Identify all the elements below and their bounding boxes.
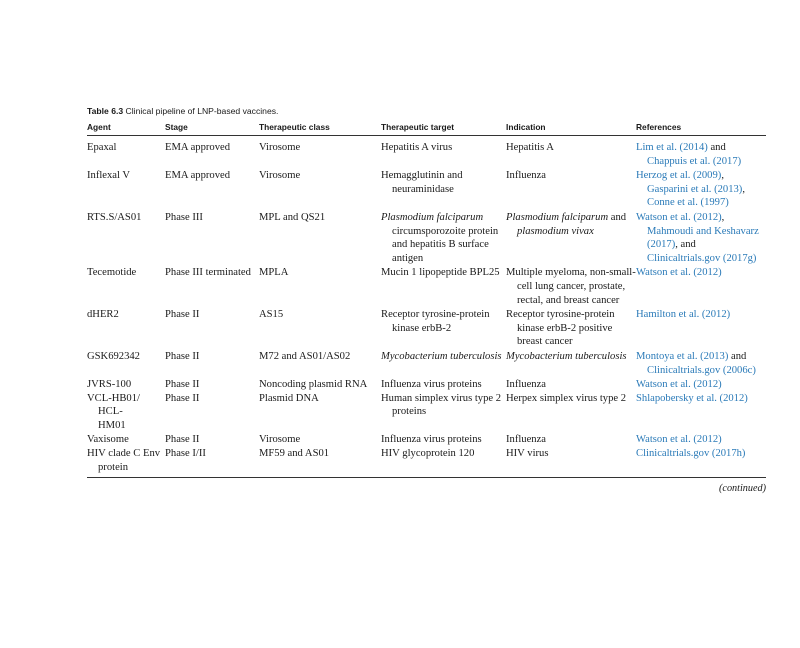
cell-class: M72 and AS01/AS02: [259, 350, 351, 362]
cell-references: Lim et al. (2014) and Chappuis et al. (2017): [636, 142, 742, 167]
cell-target: Influenza virus proteins: [381, 379, 482, 391]
cell-agent: GSK692342: [87, 350, 140, 362]
cell-target: Mucin 1 lipopeptide BPL25: [381, 267, 500, 279]
cell-references: Watson et al. (2012), Mahmoudi and Keshavarz (2017), and Clinicaltrials.gov (2017g): [636, 211, 759, 264]
table-row: [87, 210, 766, 265]
cell-target: Mycobacterium tuberculosis: [381, 350, 502, 362]
cell-target: Hepatitis A virus: [381, 142, 453, 153]
cell-agent: RTS.S/AS01: [87, 211, 142, 223]
cell-stage: Phase II: [165, 309, 200, 321]
table-row: [87, 349, 766, 377]
cell-agent: Epaxal: [87, 142, 117, 153]
cell-agent: Inflexal V: [87, 170, 131, 182]
cell-agent: Vaxisome: [87, 434, 129, 446]
reference-link[interactable]: Herzog et al. (2009): [636, 170, 722, 182]
cell-references: [636, 447, 766, 474]
cell-agent: Tecemotide: [87, 267, 137, 279]
cell-class: AS15: [259, 309, 284, 321]
reference-link[interactable]: Watson et al. (2012): [636, 211, 722, 223]
cell-stage: Phase II: [165, 350, 200, 362]
continued-note: (continued): [719, 483, 766, 495]
cell-target: Plasmodium falciparum circumsporozoite protein and hepatitis B surface antigen: [381, 211, 499, 264]
reference-link[interactable]: Watson et al. (2012): [636, 267, 722, 279]
cell-references: Herzog et al. (2009), Gasparini et al. (2013), Conne et al. (1997): [636, 170, 745, 209]
cell-class: Virosome: [259, 142, 301, 153]
reference-link[interactable]: Montoya et al. (2013): [636, 350, 729, 362]
table-row: [87, 168, 766, 210]
cell-target: Hemagglutinin and neuraminidase: [381, 170, 463, 195]
cell-indication: Plasmodium falciparum and plasmodium vivax: [506, 211, 627, 237]
cell-class: MPLA: [259, 267, 289, 279]
cell-indication: Influenza: [506, 170, 546, 182]
col-header-agent: Agent: [87, 117, 165, 136]
cell-target: HIV glycoprotein 120: [381, 448, 475, 460]
cell-agent: JVRS-100: [87, 379, 132, 391]
reference-link[interactable]: Clinicaltrials.gov (2006c): [647, 364, 756, 376]
table-row: [87, 377, 766, 392]
reference-link[interactable]: Shlapobersky et al. (2012): [636, 392, 748, 404]
cell-references: [636, 377, 766, 392]
cell-target: Receptor tyrosine-protein kinase erbB-2: [381, 309, 490, 334]
table-caption: [87, 106, 766, 117]
cell-references: [636, 307, 766, 349]
caption-label: Table 6.3: [87, 106, 124, 116]
cell-target: Human simplex virus type 2 proteins: [381, 392, 502, 418]
cell-indication: Hepatitis A: [506, 142, 554, 153]
reference-link[interactable]: Lim et al. (2014): [636, 142, 708, 153]
table-row: [87, 447, 766, 474]
reference-link[interactable]: Clinicaltrials.gov (2017g): [647, 252, 757, 264]
reference-link[interactable]: Conne et al. (1997): [647, 197, 729, 209]
cell-class: Virosome: [259, 434, 301, 446]
table-row: [87, 136, 766, 169]
cell-target: Influenza virus proteins: [381, 434, 482, 446]
cell-references: [636, 265, 766, 307]
cell-agent: VCL-HB01/ HCL-HM01: [87, 392, 140, 431]
table-row: [87, 307, 766, 349]
table-row: [87, 432, 766, 447]
table-row: [87, 392, 766, 433]
caption-text: Clinical pipeline of LNP-based vaccines.: [125, 106, 279, 116]
cell-class: MF59 and AS01: [259, 448, 330, 460]
reference-link[interactable]: Hamilton et al. (2012): [636, 309, 731, 321]
reference-link[interactable]: Watson et al. (2012): [636, 434, 722, 446]
cell-agent: HIV clade C Env protein: [87, 448, 161, 473]
cell-stage: Phase II: [165, 392, 200, 404]
cell-stage: Phase I/II: [165, 448, 206, 460]
cell-class: Plasmid DNA: [259, 392, 319, 404]
col-header-stage: Stage: [165, 117, 259, 136]
col-header-class: Therapeutic class: [259, 117, 381, 136]
cell-references: Montoya et al. (2013) and Clinicaltrials.gov (2006c): [636, 350, 756, 376]
table-row: [87, 265, 766, 307]
cell-stage: EMA approved: [165, 170, 231, 182]
table-page: [87, 106, 766, 495]
col-header-target: Therapeutic target: [381, 117, 506, 136]
cell-indication: Influenza: [506, 379, 546, 391]
reference-link[interactable]: Chappuis et al. (2017): [647, 155, 742, 167]
cell-stage: Phase III: [165, 211, 203, 223]
table-bottom-rule: [87, 477, 766, 478]
cell-stage: Phase II: [165, 434, 200, 446]
cell-indication: Multiple myeloma, non-small-cell lung cancer, prostate, rectal, and breast cancer: [506, 267, 636, 306]
cell-class: MPL and QS21: [259, 211, 326, 223]
cell-class: Virosome: [259, 170, 301, 182]
cell-class: Noncoding plasmid RNA: [259, 379, 368, 391]
header-row: [87, 117, 766, 136]
reference-link[interactable]: Clinicaltrials.gov (2017h): [636, 448, 746, 460]
cell-indication: Mycobacterium tuberculosis: [506, 350, 627, 362]
cell-agent: dHER2: [87, 309, 119, 321]
reference-link[interactable]: Watson et al. (2012): [636, 379, 722, 391]
reference-link[interactable]: Mahmoudi and Keshavarz (2017): [647, 225, 759, 251]
cell-indication: Receptor tyrosine-protein kinase erbB-2 positive breast cancer: [506, 309, 615, 348]
cell-stage: Phase III terminated: [165, 267, 251, 279]
cell-references: [636, 392, 766, 433]
cell-indication: Influenza: [506, 434, 546, 446]
cell-stage: Phase II: [165, 379, 200, 391]
col-header-indication: Indication: [506, 117, 636, 136]
vaccine-pipeline-table: [87, 117, 766, 474]
cell-indication: Herpex simplex virus type 2: [506, 392, 627, 404]
cell-indication: HIV virus: [506, 448, 549, 460]
reference-link[interactable]: Gasparini et al. (2013): [647, 183, 743, 195]
col-header-references: References: [636, 117, 766, 136]
cell-stage: EMA approved: [165, 142, 231, 153]
cell-references: [636, 432, 766, 447]
